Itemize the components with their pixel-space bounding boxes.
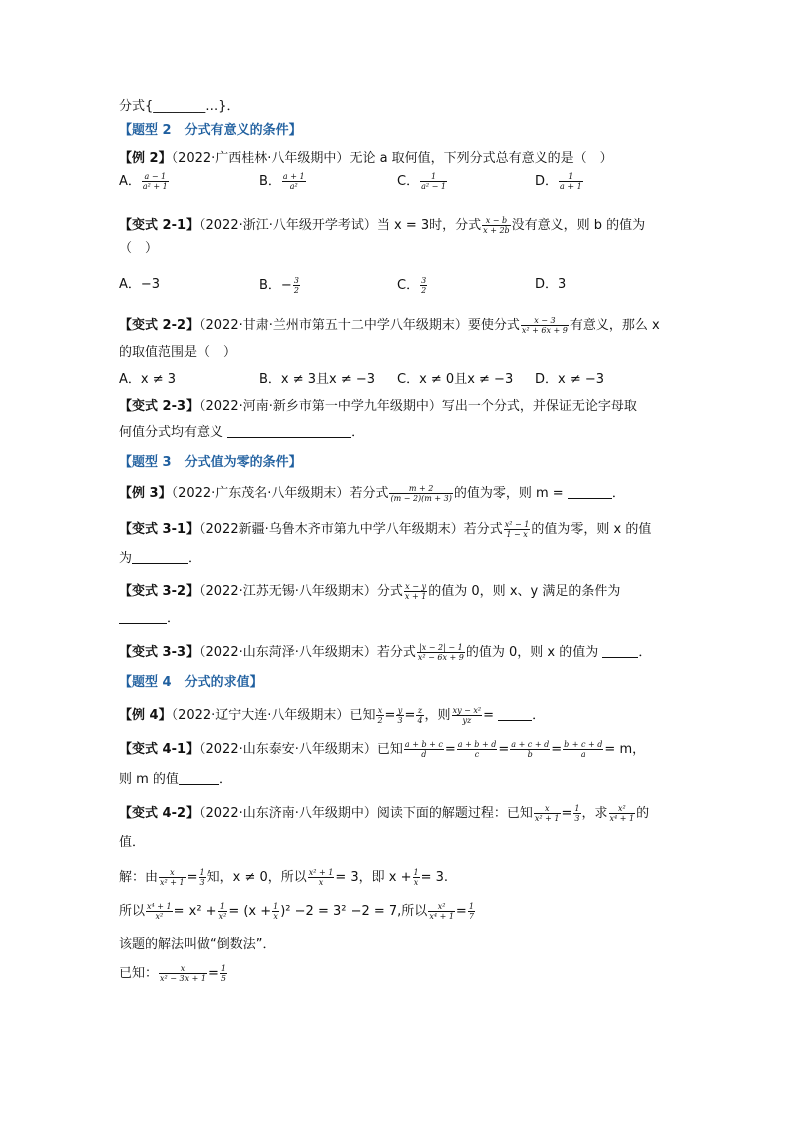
- option-a[interactable]: A． $\frac{a - 1}{\text{a² + 1}}$: [119, 172, 168, 191]
- source: （2022·山东济南·八年级期中）: [199, 806, 377, 821]
- variant-3-2-question: 【变式 3-2】（2022·江苏无锡·八年级期末）分式 $\frac{x - y}{x + 1}$ 的值为 0，则 x、y 满足的条件为: [119, 582, 621, 601]
- answer-blank[interactable]: [568, 485, 612, 499]
- option-c[interactable]: C． $\frac{1}{\text{a² − 1}}$: [397, 172, 446, 191]
- answer-blank[interactable]: [119, 610, 167, 624]
- answer-blank[interactable]: [179, 771, 219, 785]
- variant-2-2-options: [119, 371, 679, 391]
- example-2-options: [119, 172, 679, 196]
- source: （2022·山东泰安·八年级期末）: [199, 742, 377, 757]
- variant-4-1-question: 【变式 4-1】（2022·山东泰安·八年级期末）已知 $\frac{a + b + c}{d}$ = $\frac{a + b + d}{c}$ = $\frac{a + c + d}{b}$ = $\frac{b + c + d}{a}$ = m，: [119, 740, 646, 759]
- option-d[interactable]: D． $\frac{1}{a + 1}$: [535, 172, 582, 191]
- variant-2-3-cont: 何值分式均有意义 ．: [119, 425, 365, 440]
- variant-2-1-paren: （ ）: [119, 241, 159, 256]
- source: （2022·辽宁大连·八年级期末）: [171, 708, 350, 723]
- source: （2022·甘肃·兰州市第五十二中学八年级期末）: [199, 318, 468, 333]
- section-heading-2: 【题型 2 分式有意义的条件】: [119, 123, 302, 138]
- option-a[interactable]: A．−3: [119, 277, 161, 292]
- source: （2022·山东菏泽·八年级期末）: [199, 645, 377, 660]
- variant-3-1-question: 【变式 3-1】（2022新疆·乌鲁木齐市第九中学八年级期末）若分式 $\frac{\text{x² − 1}}{1 - x}$ 的值为零，则 x 的值: [119, 520, 652, 539]
- option-d[interactable]: D．3: [535, 277, 567, 292]
- fraction: $\frac{\text{xy − x²}}{yz}$: [452, 706, 482, 725]
- example-3-question: 【例 3】（2022·广东茂名·八年级期末）若分式 $\frac{m + 2}{(m - 2)(m + 3)}$ 的值为零，则 m = ．: [119, 484, 625, 503]
- variant-2-2-question: 【变式 2-2】（2022·甘肃·兰州市第五十二中学八年级期末）要使分式 $\frac{x - 3}{\text{x² + 6x + 9}}$ 有意义，那么 x: [119, 316, 660, 335]
- source: （2022·广西桂林·八年级期中）: [171, 151, 350, 166]
- variant-tag: 【变式 4-2】: [119, 806, 200, 821]
- source: （2022新疆·乌鲁木齐市第九中学八年级期末）: [199, 522, 464, 537]
- solution-line-2: 所以 $\frac{\text{x⁴ + 1}}{\text{x²}}$ = x² + $\frac{1}{\text{x²}}$ = (x + $\frac{1}{x}$ )² −2 = 3² −2 = 7,所以 $\frac{\text{x²}}{\text{x⁴ + 1}}$ = $\frac{1}{7}$: [119, 902, 474, 921]
- answer-blank[interactable]: [132, 550, 188, 564]
- variant-4-2-cont: 值．: [119, 835, 146, 850]
- variant-tag: 【变式 3-2】: [119, 584, 200, 599]
- option-b[interactable]: B．x ≠ 3且x ≠ −3: [259, 372, 376, 387]
- fraction: $\frac{x - 3}{\text{x² + 6x + 9}}$: [521, 316, 568, 335]
- variant-3-3-question: 【变式 3-3】（2022·山东菏泽·八年级期末）若分式 $\frac{|x - 2| - 1}{\text{x² − 6x + 9}}$ 的值为 0，则 x 的值为 ．: [119, 643, 652, 662]
- answer-blank[interactable]: [602, 644, 638, 658]
- example-tag: 【例 3】: [119, 486, 172, 501]
- continuation-line: 分式{________…}．: [119, 99, 240, 114]
- question-text: 无论 a 取何值，下列分式总有意义的是（ ）: [349, 151, 613, 166]
- variant-4-1-cont: 则 m 的值 ．: [119, 772, 232, 787]
- variant-tag: 【变式 3-1】: [119, 522, 200, 537]
- section-heading-3: 【题型 3 分式值为零的条件】: [119, 455, 302, 470]
- fraction: $\frac{x - b}{x + 2b}$: [483, 216, 510, 235]
- variant-2-3-question: 【变式 2-3】（2022·河南·新乡市第一中学九年级期中）写出一个分式，并保证无论字母取: [119, 399, 637, 414]
- solution-line-3: 该题的解法叫做“倒数法”．: [119, 937, 276, 952]
- example-tag: 【例 2】: [119, 151, 172, 166]
- variant-tag: 【变式 2-3】: [119, 399, 200, 414]
- variant-2-1-question: 【变式 2-1】（2022·浙江·八年级开学考试）当 x = 3时，分式 $\frac{x - b}{x + 2b}$ 没有意义，则 b 的值为: [119, 216, 646, 235]
- variant-4-2-question: 【变式 4-2】（2022·山东济南·八年级期中）阅读下面的解题过程：已知 $\frac{x}{\text{x² + 1}}$ = $\frac{1}{3}$ ，求 $\frac{\text{x²}}{\text{x⁴ + 1}}$ 的: [119, 804, 650, 823]
- fraction: $\frac{x - y}{x + 1}$: [404, 582, 427, 601]
- variant-tag: 【变式 2-2】: [119, 318, 200, 333]
- variant-3-1-cont: 为 ．: [119, 551, 202, 566]
- given-line: 已知： $\frac{x}{\text{x² − 3x + 1}}$ = $\frac{1}{5}$: [119, 964, 227, 983]
- fraction: $\frac{m + 2}{(m - 2)(m + 3)}$: [390, 484, 452, 503]
- source: （2022·广东茂名·八年级期末）: [171, 486, 350, 501]
- fraction: $\frac{\text{x² − 1}}{1 - x}$: [504, 520, 530, 539]
- option-d[interactable]: D．x ≠ −3: [535, 372, 605, 387]
- variant-2-2-cont: 的取值范围是（ ）: [119, 345, 237, 360]
- option-c[interactable]: C．x ≠ 0且x ≠ −3: [397, 372, 514, 387]
- source: （2022·江苏无锡·八年级期末）: [199, 584, 377, 599]
- solution-line-1: 解：由 $\frac{x}{\text{x² + 1}}$ = $\frac{1}{3}$ 知，x ≠ 0，所以 $\frac{\text{x² + 1}}{x}$ = 3，即 x + $\frac{1}{x}$ = 3.: [119, 868, 449, 887]
- answer-blank[interactable]: [227, 424, 351, 438]
- variant-tag: 【变式 2-1】: [119, 218, 200, 233]
- variant-tag: 【变式 3-3】: [119, 645, 200, 660]
- example-2-question: [119, 150, 613, 168]
- option-a[interactable]: A．x ≠ 3: [119, 372, 177, 387]
- example-tag: 【例 4】: [119, 708, 172, 723]
- variant-tag: 【变式 4-1】: [119, 742, 200, 757]
- option-b[interactable]: B．− $\frac{3}{2}$: [259, 276, 299, 295]
- source: （2022·河南·新乡市第一中学九年级期中）: [199, 399, 442, 414]
- example-4-question: 【例 4】（2022·辽宁大连·八年级期末）已知 $\frac{x}{2}$ = $\frac{y}{3}$ = $\frac{z}{4}$ ，则 $\frac{\text{xy − x²}}{yz}$ = ．: [119, 706, 546, 725]
- answer-blank[interactable]: [498, 707, 532, 721]
- variant-2-1-options: [119, 276, 679, 300]
- option-b[interactable]: B． $\frac{a + 1}{\text{a²}}$: [259, 172, 305, 191]
- option-c[interactable]: C． $\frac{3}{2}$: [397, 276, 427, 295]
- variant-3-2-cont: ．: [119, 610, 180, 628]
- section-heading-4: 【题型 4 分式的求值】: [119, 675, 263, 690]
- source: （2022·浙江·八年级开学考试）: [199, 218, 377, 233]
- fraction: $\frac{|x - 2| - 1}{\text{x² − 6x + 9}}$: [417, 643, 464, 662]
